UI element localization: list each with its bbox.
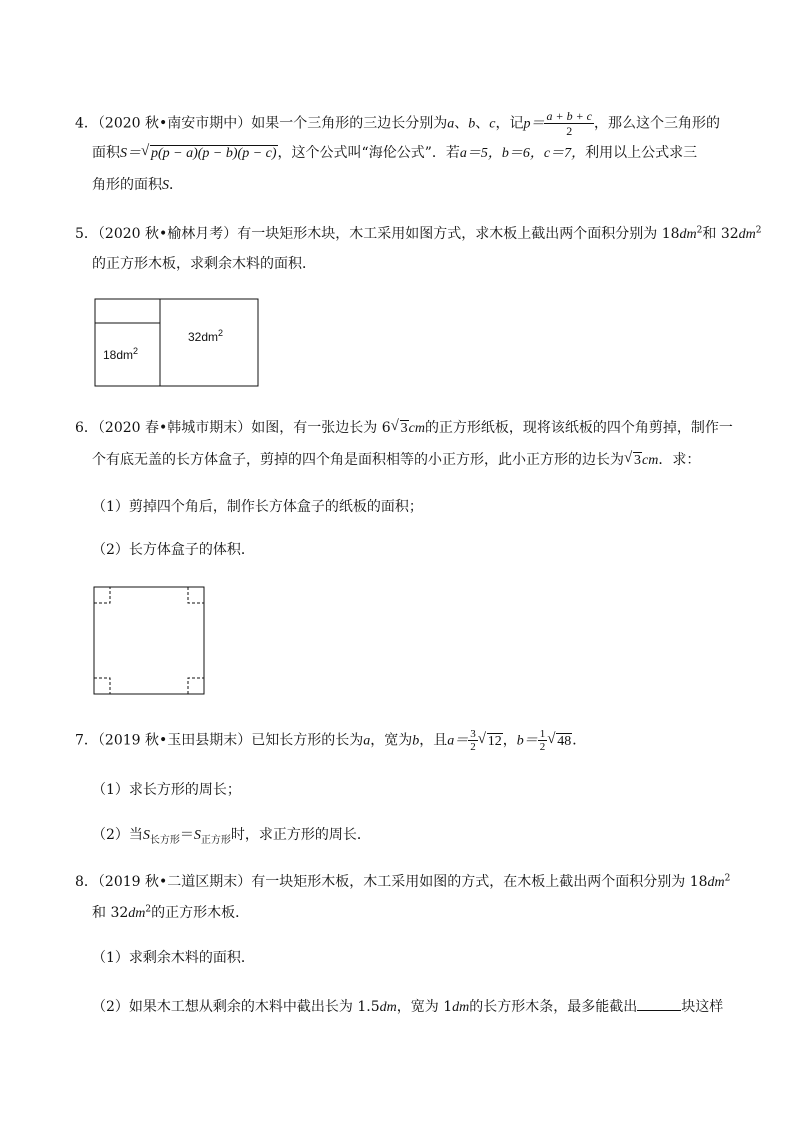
p-fraction: $\frac{a + b + c}{2}$	[546, 109, 592, 138]
q6-sub-1: （1）剪掉四个角后，制作长方体盒子的纸板的面积；	[92, 499, 423, 515]
q4-line-3: 角形的面积S．	[92, 177, 183, 193]
q6-radical-2: √ 3	[624, 450, 641, 468]
q6-radical-1: √ 3	[390, 418, 408, 436]
q5-line-2: 的正方形木板，求剩余木料的面积．	[92, 256, 316, 272]
q8-sub-1: （1）求剩余木料的面积．	[92, 950, 255, 966]
q5-big-square-label: $32dm^2$	[188, 328, 224, 344]
q5-small-square-label: $18dm^2$	[103, 346, 139, 362]
q7-sub-2: （2）当$S_{长方形}=S_{正方形}$时，求正方形的周长．	[92, 827, 371, 846]
b-radical: √ 48	[547, 730, 572, 749]
q8-sub-2: （2）如果木工想从剩余的木料中截出长为 1.5dm，宽为 1dm的长方形木条，最多能截出 块这样	[92, 996, 723, 1018]
q8-line-1: 8．（2019 秋•二道区期末）有一块矩形木板，木工采用如图的方式，在木板上截出两个面积分别为 $18dm^2$	[75, 873, 731, 890]
answer-blank[interactable]	[637, 996, 681, 1011]
q6-cardboard-figure	[93, 586, 207, 696]
q4-line-1: 4．（2020 秋•南安市期中）如果一个三角形的三边长分别为a、b、c，记p＝ $\frac{a + b + c}{2}$ ，那么这个三角形的	[75, 109, 720, 138]
q7-sub-1: （1）求长方形的周长；	[92, 782, 241, 798]
q6-sub-2: （2）长方体盒子的体积．	[92, 542, 255, 558]
q6-line-1: 6．（2020 春•韩城市期末）如图，有一张边长为 6 √ 3cm的正方形纸板，现将该纸板的四个角剪掉，制作一	[75, 418, 733, 439]
q7-line-1: 7．（2019 秋•玉田县期末）已知长方形的长为a，宽为b，且a＝ $\frac{3}{2}$ √ 12，b＝ $\frac{1}{2}$ √ 48．	[75, 728, 587, 753]
a-radical: √ 12	[477, 730, 502, 749]
heron-radical: √ p(p − a)(p − b)(p − c)	[141, 143, 277, 161]
q5-board-figure	[94, 298, 260, 388]
b-fraction: $\frac{1}{2}$	[539, 728, 546, 753]
q4-line-2: 面积S＝ √ p(p − a)(p − b)(p − c)，这个公式叫“海伦公式”．若a＝5，b＝6，c＝7，利用以上公式求三	[92, 143, 697, 164]
a-fraction: $\frac{3}{2}$	[470, 728, 476, 753]
q8-line-2: 和 $32dm^2$的正方形木板．	[92, 904, 250, 921]
q6-line-2: 个有底无盖的长方体盒子，剪掉的四个角是面积相等的小正方形，此小正方形的边长为 √ 3cm．求：	[92, 450, 700, 471]
q5-line-1: 5．（2020 秋•榆林月考）有一块矩形木块，木工采用如图方式，求木板上截出两个面积分别为 $18dm^2$和 $32dm^2$	[75, 225, 762, 242]
